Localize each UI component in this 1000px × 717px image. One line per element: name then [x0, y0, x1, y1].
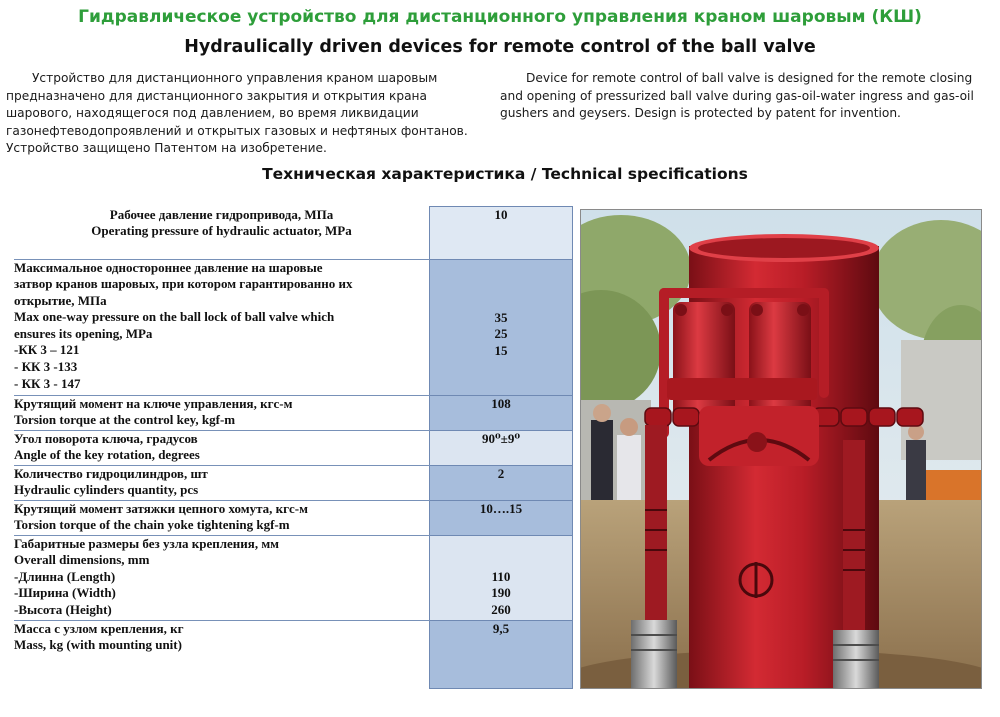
title-ru: Гидравлическое устройство для дистанционного управления краном шаровым (КШ)	[78, 7, 922, 27]
spec-label-line: затвор кранов шаровых, при котором гарантированно их	[14, 276, 353, 292]
device-illustration	[581, 210, 981, 688]
spec-value	[430, 465, 573, 500]
spec-label	[14, 535, 430, 620]
spec-row-operating-pressure	[14, 207, 573, 260]
spec-value-line: 260	[491, 601, 511, 617]
spec-label-line: -КК 3 – 121	[14, 342, 80, 358]
spec-value-spacer	[430, 536, 572, 569]
spec-label	[14, 500, 430, 535]
spec-label-line: Max one-way pressure on the ball lock of ball valve which	[14, 309, 335, 325]
spec-label-line: ensures its opening, MPa	[14, 325, 153, 341]
spec-label-line: Overall dimensions, mm	[14, 552, 150, 568]
spec-label-line: Torsion torque of the chain yoke tightening kgf-m	[14, 517, 290, 533]
spec-value-line: 90⁰±9⁰	[481, 430, 521, 446]
spec-label-line: Torsion torque at the control key, kgf-m	[14, 412, 236, 428]
spec-label-line: Крутящий момент на ключе управления, кгс-м	[14, 395, 293, 411]
spec-label-line: Angle of the key rotation, degrees	[14, 447, 200, 463]
spec-value-line: 108	[491, 395, 511, 411]
spec-value-line: 15	[494, 342, 508, 358]
spec-label-line: - КК 3 -133	[14, 359, 78, 375]
spec-label-line: Mass, kg (with mounting unit)	[14, 637, 182, 653]
spec-value-spacer	[430, 260, 572, 310]
spec-value	[430, 535, 573, 620]
spec-label-line: Крутящий момент затяжки цепного хомута, кгс-м	[14, 500, 308, 516]
spec-label-line: Рабочее давление гидропривода, МПа	[109, 206, 334, 222]
spec-label	[14, 430, 430, 465]
spec-row-torsion-key	[14, 395, 573, 430]
spec-label-line: -Высота (Height)	[14, 601, 112, 617]
spec-row-dimensions	[14, 535, 573, 620]
spec-label-line: открытие, МПа	[14, 292, 107, 308]
spec-label	[14, 465, 430, 500]
title-en: Hydraulically driven devices for remote control of the ball valve	[184, 37, 816, 57]
spec-label-line: Hydraulic cylinders quantity, pcs	[14, 482, 199, 498]
spec-label-line: Масса с узлом крепления, кг	[14, 620, 184, 636]
spec-value	[430, 620, 573, 689]
spec-value-line: 10….15	[479, 500, 523, 516]
spec-label-line: -Ширина (Width)	[14, 585, 116, 601]
spec-row-chain-torque	[14, 500, 573, 535]
spec-value-line: 9,5	[492, 620, 510, 636]
spec-value	[430, 500, 573, 535]
spec-label-line: - КК 3 - 147	[14, 375, 81, 391]
intro-en: Device for remote control of ball valve is designed for the remote closing and opening of pressurized ball valve during gas-oil-water ingress and gas-oil gushers and geysers. Design is protected by patent for invention.	[500, 71, 974, 120]
spec-label-line: -Длинна (Length)	[14, 568, 116, 584]
spec-value	[430, 259, 573, 395]
spec-label	[14, 207, 430, 260]
spec-label	[14, 259, 430, 395]
spec-row-max-pressure	[14, 259, 573, 395]
spec-label-line: Количество гидроцилиндров, шт	[14, 465, 208, 481]
spec-label-line: Operating pressure of hydraulic actuator, MPa	[91, 223, 352, 239]
spec-value	[430, 207, 573, 260]
spec-label-line: Максимальное одностороннее давление на шаровые	[14, 259, 323, 275]
specs-title: Техническая характеристика / Technical specifications	[262, 165, 748, 183]
spec-value	[430, 430, 573, 465]
spec-value-line: 110	[491, 568, 511, 584]
spec-value-line: 190	[491, 585, 511, 601]
spec-label-line: Габаритные размеры без узла крепления, мм	[14, 535, 280, 551]
spec-value-line: 35	[494, 309, 508, 325]
spec-label	[14, 620, 430, 689]
spec-value-line: 25	[494, 326, 508, 342]
intro-ru: Устройство для дистанционного управления краном шаровым предназначено для дистанционного закрытия и открытия крана шарового, находящегося под давлением, во время ликвидации газонефтеводопроявлений и открытых газовых и нефтяных фонтанов. Устройство защищено Патентом на изобретение.	[6, 71, 468, 155]
spec-value-line: 10	[494, 207, 508, 222]
spec-label-line: Угол поворота ключа, градусов	[14, 430, 198, 446]
spec-value-line: 2	[497, 465, 505, 481]
spec-value	[430, 395, 573, 430]
spec-label	[14, 395, 430, 430]
spec-row-angle	[14, 430, 573, 465]
spec-row-cylinders	[14, 465, 573, 500]
specs-table	[14, 206, 573, 689]
device-photo	[580, 209, 982, 689]
spec-row-mass	[14, 620, 573, 689]
